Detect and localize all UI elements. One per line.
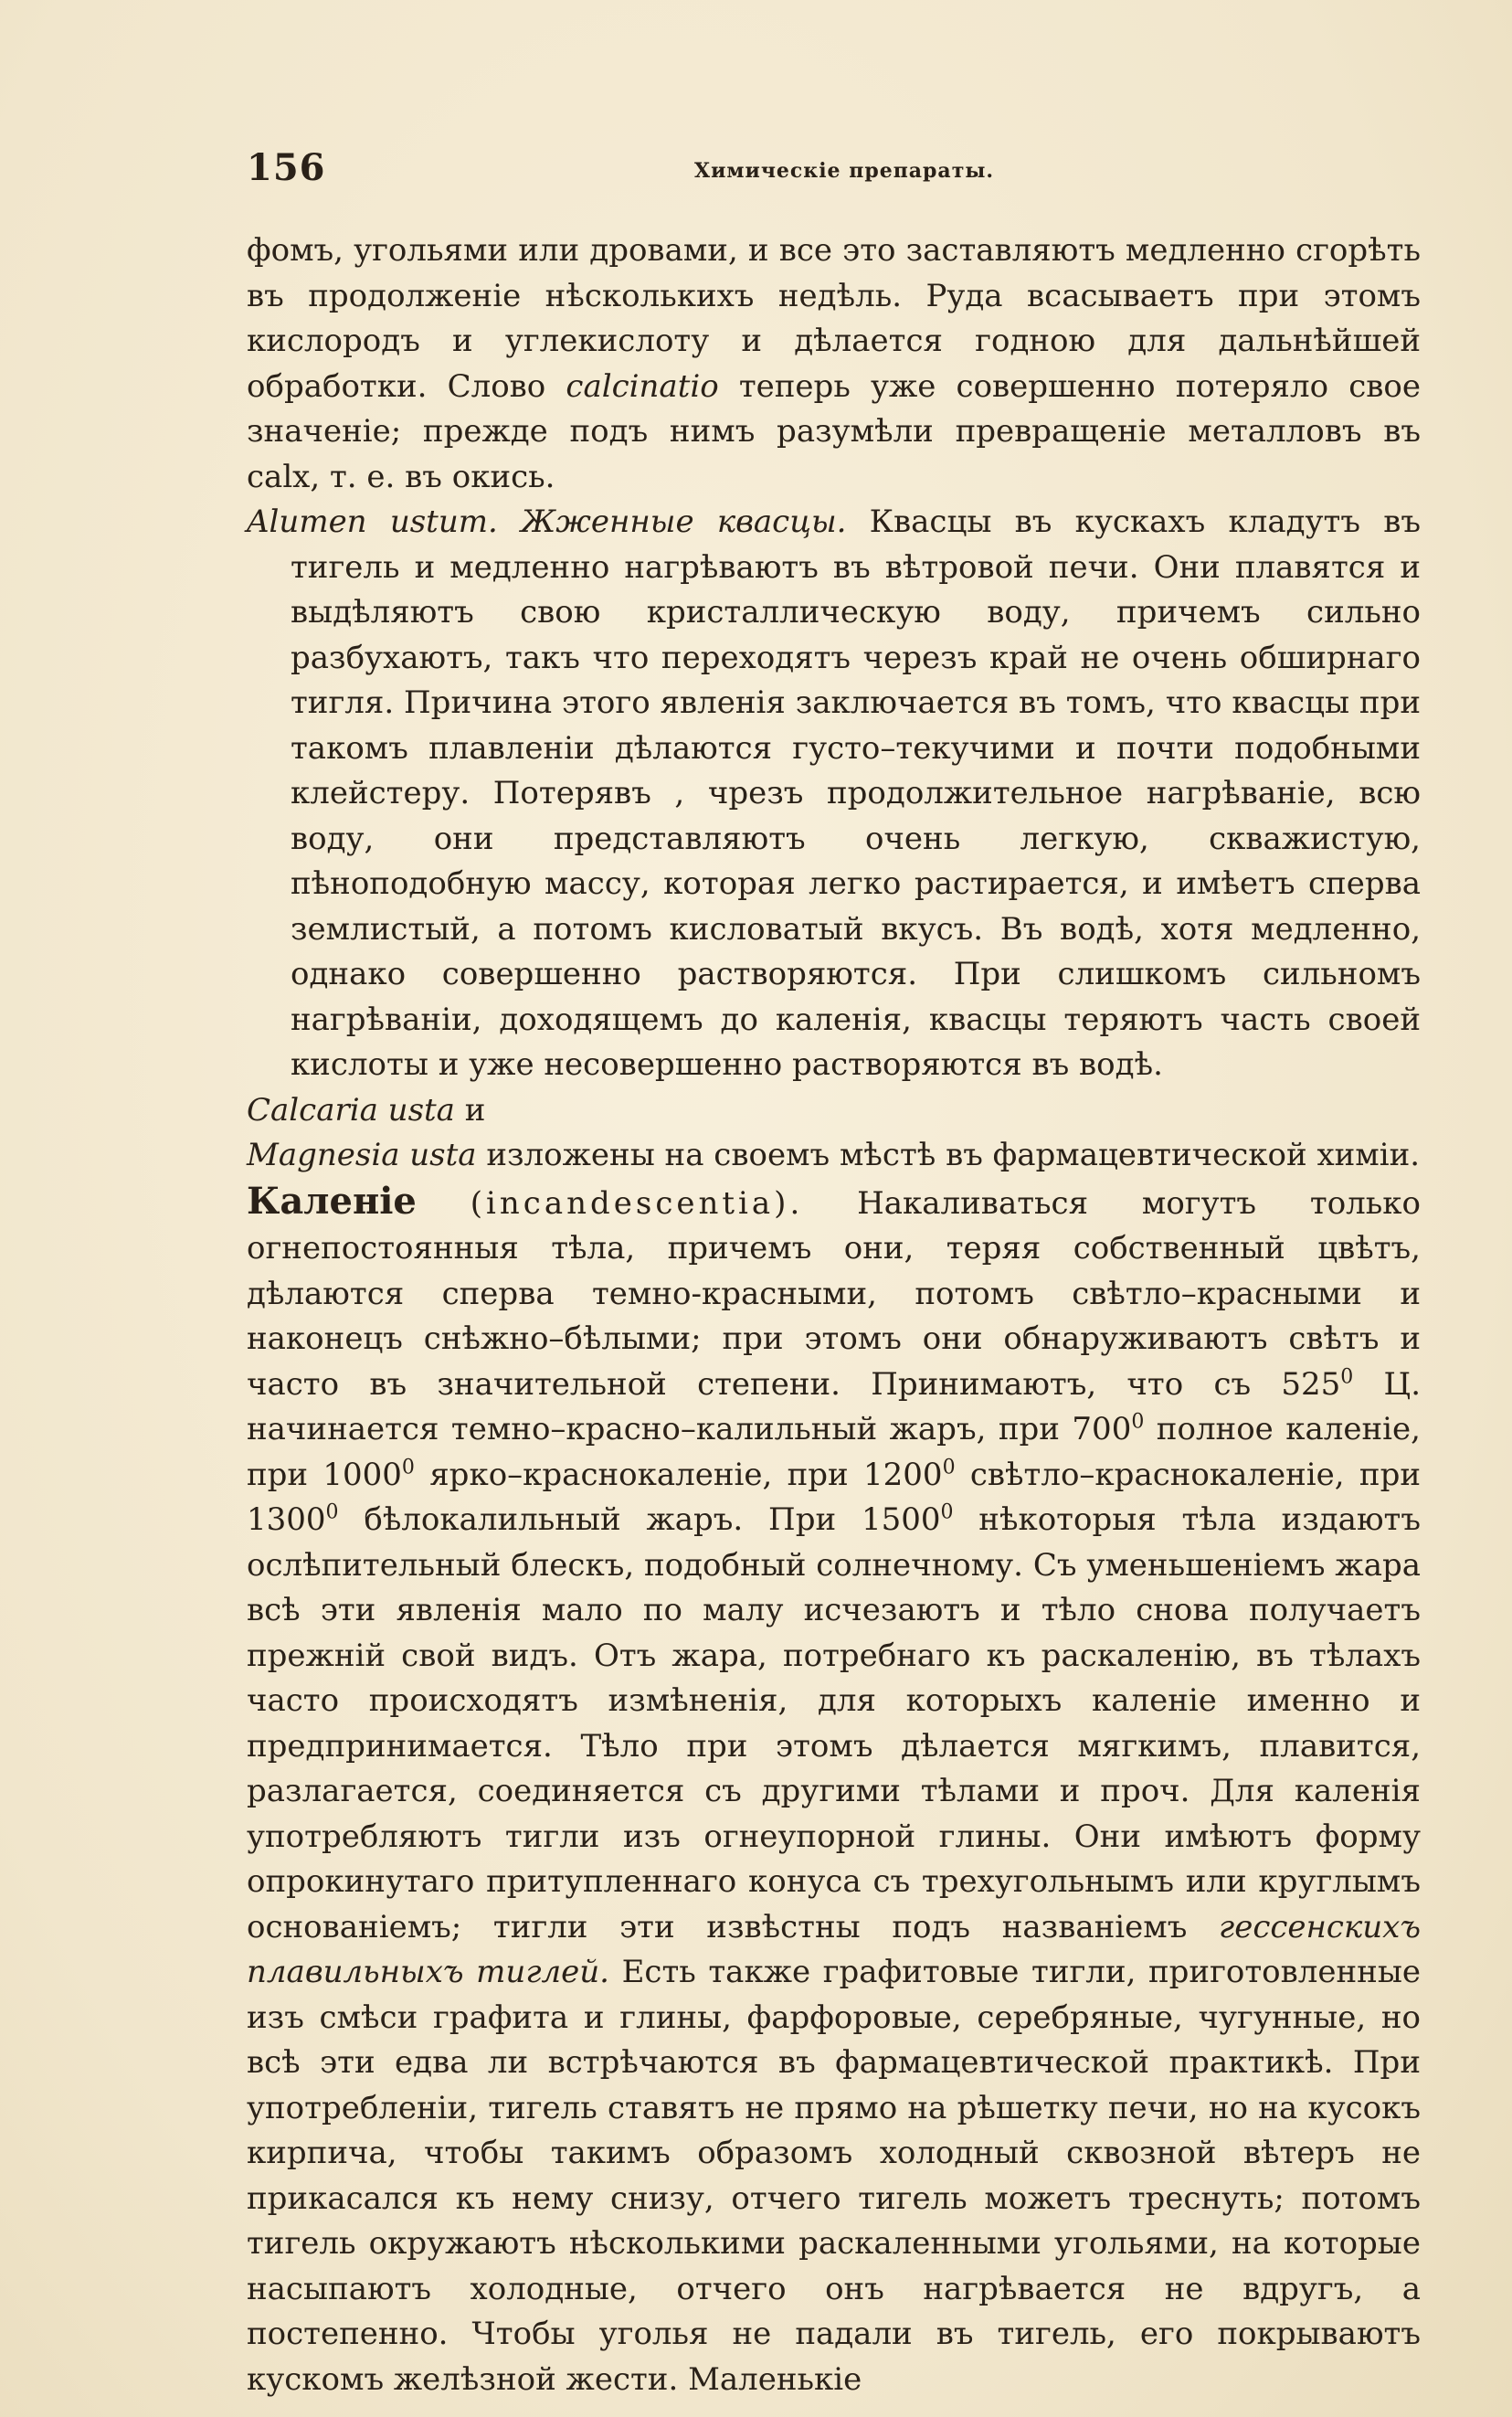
degree-mark: 0 xyxy=(1131,1410,1145,1434)
paragraph-text: Квасцы въ кускахъ кладутъ въ тигель и медленно нагрѣваютъ въ вѣтровой печи. Они плавятся и выдѣляютъ свою кристаллическую воду, причемъ сильно разбухаютъ, такъ что переходятъ черезъ край не очень обширнаго тигля. Причина этого явленiя заключается въ томъ, что квасцы при такомъ плавленiи дѣлаются густо–текучими и почти подобными клейстеру. Потерявъ , чрезъ продолжительное нагрѣванiе, всю воду, они представляютъ очень легкую, скважистую, пѣноподобную массу, которая легко растирается, и имѣетъ сперва землистый, а потомъ кисловатый вкусъ. Въ водѣ, хотя медленно, однако совершенно растворяются. При слишкомъ сильномъ нагрѣванiи, доходящемъ до каленiя, квасцы теряютъ часть своей кислоты и уже несовершенно растворяются въ водѣ. xyxy=(291,504,1421,1083)
paragraph-text: ярко–краснокаленiе, при 1200 xyxy=(414,1456,943,1493)
entry-magnesia-usta xyxy=(247,1133,1421,1179)
paragraph-continuation xyxy=(247,228,1421,500)
paragraph-text: Есть также графитовые тигли, приготовленные изъ смѣси графита и глины, фарфоровые, серебряные, чугунные, но всѣ эти едва ли встрѣчаются въ фармацевтической практикѣ. При употребленiи, тигель ставятъ не прямо на рѣшетку печи, но на кусокъ кирпича, чтобы такимъ образомъ холодный сквозной вѣтеръ не прикасался къ нему снизу, отчего тигель можетъ треснуть; потомъ тигель окружаютъ нѣсколькими раскаленными угольями, на которые насыпаютъ холодные, отчего онъ нагрѣвается не вдругъ, а постепенно. Чтобы уголья не падали въ тигель, его покрываютъ кускомъ желѣзной жести. Маленькiе xyxy=(247,1954,1421,2398)
paragraph-text: нѣкоторыя тѣла издаютъ ослѣпительный блескъ, подобный солнечному. Съ уменьшенiемъ жара всѣ эти явленiя мало по малу исчезаютъ и тѣло снова получаетъ прежнiй свой видъ. Отъ жара, потребнаго къ раскаленiю, въ тѣлахъ часто происходятъ измѣненiя, для которыхъ каленiе именно и предпринимается. Тѣло при этомъ дѣлается мягкимъ, плавится, разлагается, соединяется съ другими тѣлами и проч. Для каленiя употребляютъ тигли изъ огнеупорной глины. Они имѣютъ форму опрокинутаго притупленнаго конуса съ трехугольнымъ или круглымъ основанiемъ; тигли эти извѣстны подъ названiемъ xyxy=(247,1501,1421,1945)
entry-calcaria-usta xyxy=(247,1088,1421,1134)
degree-mark: 0 xyxy=(401,1456,415,1479)
paragraph-text: теперь уже совершенно потеряло свое значенiе; прежде подъ нимъ разумѣли превращенiе металловъ въ calx, т. е. въ окись. xyxy=(247,367,1421,495)
entry-alumen-ustum xyxy=(247,500,1421,1088)
paragraph-text: изложены на своемъ мѣстѣ въ фармацевтической химiи. xyxy=(476,1137,1421,1173)
paragraph-text: Накаливаться могутъ только огнепостоянныя тѣла, причемъ они, теряя собственный цвѣтъ, дѣлаются сперва темно-красными, потомъ свѣтло–красными и наконецъ снѣжно–бѣлыми; при этомъ они обнаруживаютъ свѣтъ и часто въ значительной степени. Принимаютъ, что съ 525 xyxy=(247,1184,1421,1403)
paragraph-text: бѣлокалильный жаръ. При 1500 xyxy=(338,1501,941,1538)
entry-latin-term: Magnesia usta xyxy=(247,1137,477,1173)
entry-latin-term: Calcaria usta xyxy=(247,1091,455,1129)
degree-mark: 0 xyxy=(1340,1365,1354,1389)
running-title: Химическiе препараты. xyxy=(694,159,995,183)
paragraph-text: полное каленiе, при 1000 xyxy=(247,1411,1421,1493)
paragraph-text: фомъ, угольями или дровами, и все это заставляютъ медленно сгорѣть въ продолженiе нѣсколькихъ недѣль. Руда всасываетъ при этомъ кислородъ и углекислоту и дѣлается годною для дальнѣйшей обработки. Слово xyxy=(247,232,1421,405)
degree-mark: 0 xyxy=(940,1500,954,1524)
degree-mark: 0 xyxy=(942,1456,956,1479)
italic-term: calcinatio xyxy=(566,367,719,405)
paragraph-text: и xyxy=(454,1091,486,1129)
italic-term: гессенскихъ плавильныхъ тиглей. xyxy=(247,1908,1421,1990)
entry-kalenie xyxy=(247,1179,1421,2403)
paragraph-text: свѣтло–краснокаленiе, при 1300 xyxy=(247,1456,1421,1538)
degree-mark: 0 xyxy=(325,1500,339,1524)
page-number: 156 xyxy=(247,146,326,189)
entry-heading: Каленiе xyxy=(247,1179,417,1223)
page-header xyxy=(247,146,1421,201)
entry-latin-term: (incandescentia). xyxy=(470,1184,804,1222)
entry-latin-term: Alumen ustum. xyxy=(247,504,498,540)
entry-russian-term: Жженные квасцы. xyxy=(521,504,847,540)
page-body xyxy=(247,228,1421,2402)
paragraph-text: Ц. начинается темно–красно–калильный жаръ, при 700 xyxy=(247,1365,1421,1447)
